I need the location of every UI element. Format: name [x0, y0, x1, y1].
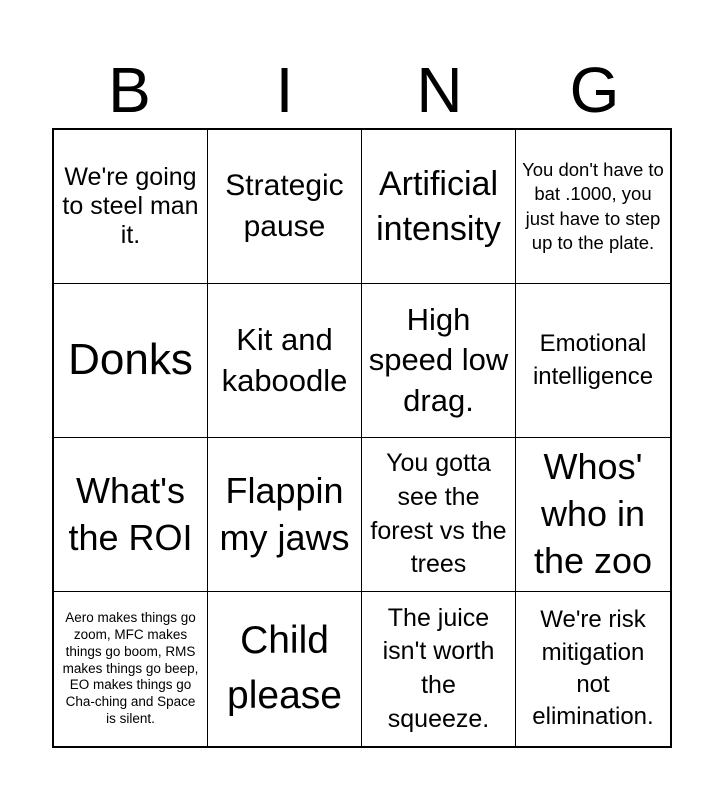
cell-text: What's the ROI [68, 469, 193, 558]
bingo-cell[interactable] [208, 130, 362, 284]
bingo-cell[interactable] [54, 130, 208, 284]
cell-text: Strategic pause [225, 169, 344, 243]
header-letter-g: G [569, 54, 620, 126]
bingo-cell[interactable] [54, 284, 208, 438]
cell-text: We're going to steel man it. [62, 163, 199, 249]
bingo-cell[interactable] [208, 592, 362, 746]
cell-text: The juice isn't worth the squeeze. [382, 603, 495, 733]
bingo-cell[interactable] [362, 130, 516, 284]
bingo-cell[interactable] [208, 438, 362, 592]
cell-text: Whos' who in the zoo [533, 446, 653, 581]
cell-text: Artificial intensity [376, 165, 501, 248]
bingo-header [52, 52, 672, 128]
cell-text: Flappin my jaws [219, 469, 350, 558]
cell-text: Aero makes things go zoom, MFC makes things go boom, RMS makes things go beep, EO makes things go Cha-ching and Space is silent. [62, 609, 199, 727]
header-letter-b: B [108, 54, 151, 126]
cell-text: High speed low drag. [368, 302, 509, 418]
cell-text: Kit and kaboodle [221, 322, 348, 398]
bingo-cell[interactable] [208, 284, 362, 438]
cell-text: Child please [227, 619, 342, 717]
bingo-cell[interactable] [54, 592, 208, 746]
bingo-grid [52, 128, 672, 748]
header-letter-i: I [275, 54, 294, 126]
bingo-cell[interactable] [362, 284, 516, 438]
cell-text: Emotional intelligence [532, 330, 654, 390]
bingo-cell[interactable] [54, 438, 208, 592]
cell-text: You don't have to bat .1000, you just have to step up to the plate. [522, 159, 664, 253]
bingo-cell[interactable] [516, 438, 670, 592]
header-letter-n: N [416, 54, 463, 126]
cell-text: Donks [68, 335, 193, 385]
cell-text: We're risk mitigation not elimination. [532, 606, 654, 731]
bingo-cell[interactable] [516, 284, 670, 438]
bingo-cell[interactable] [516, 592, 670, 746]
bingo-cell[interactable] [362, 438, 516, 592]
bingo-cell[interactable] [362, 592, 516, 746]
cell-text: You gotta see the forest vs the trees [370, 449, 507, 579]
bingo-cell[interactable] [516, 130, 670, 284]
